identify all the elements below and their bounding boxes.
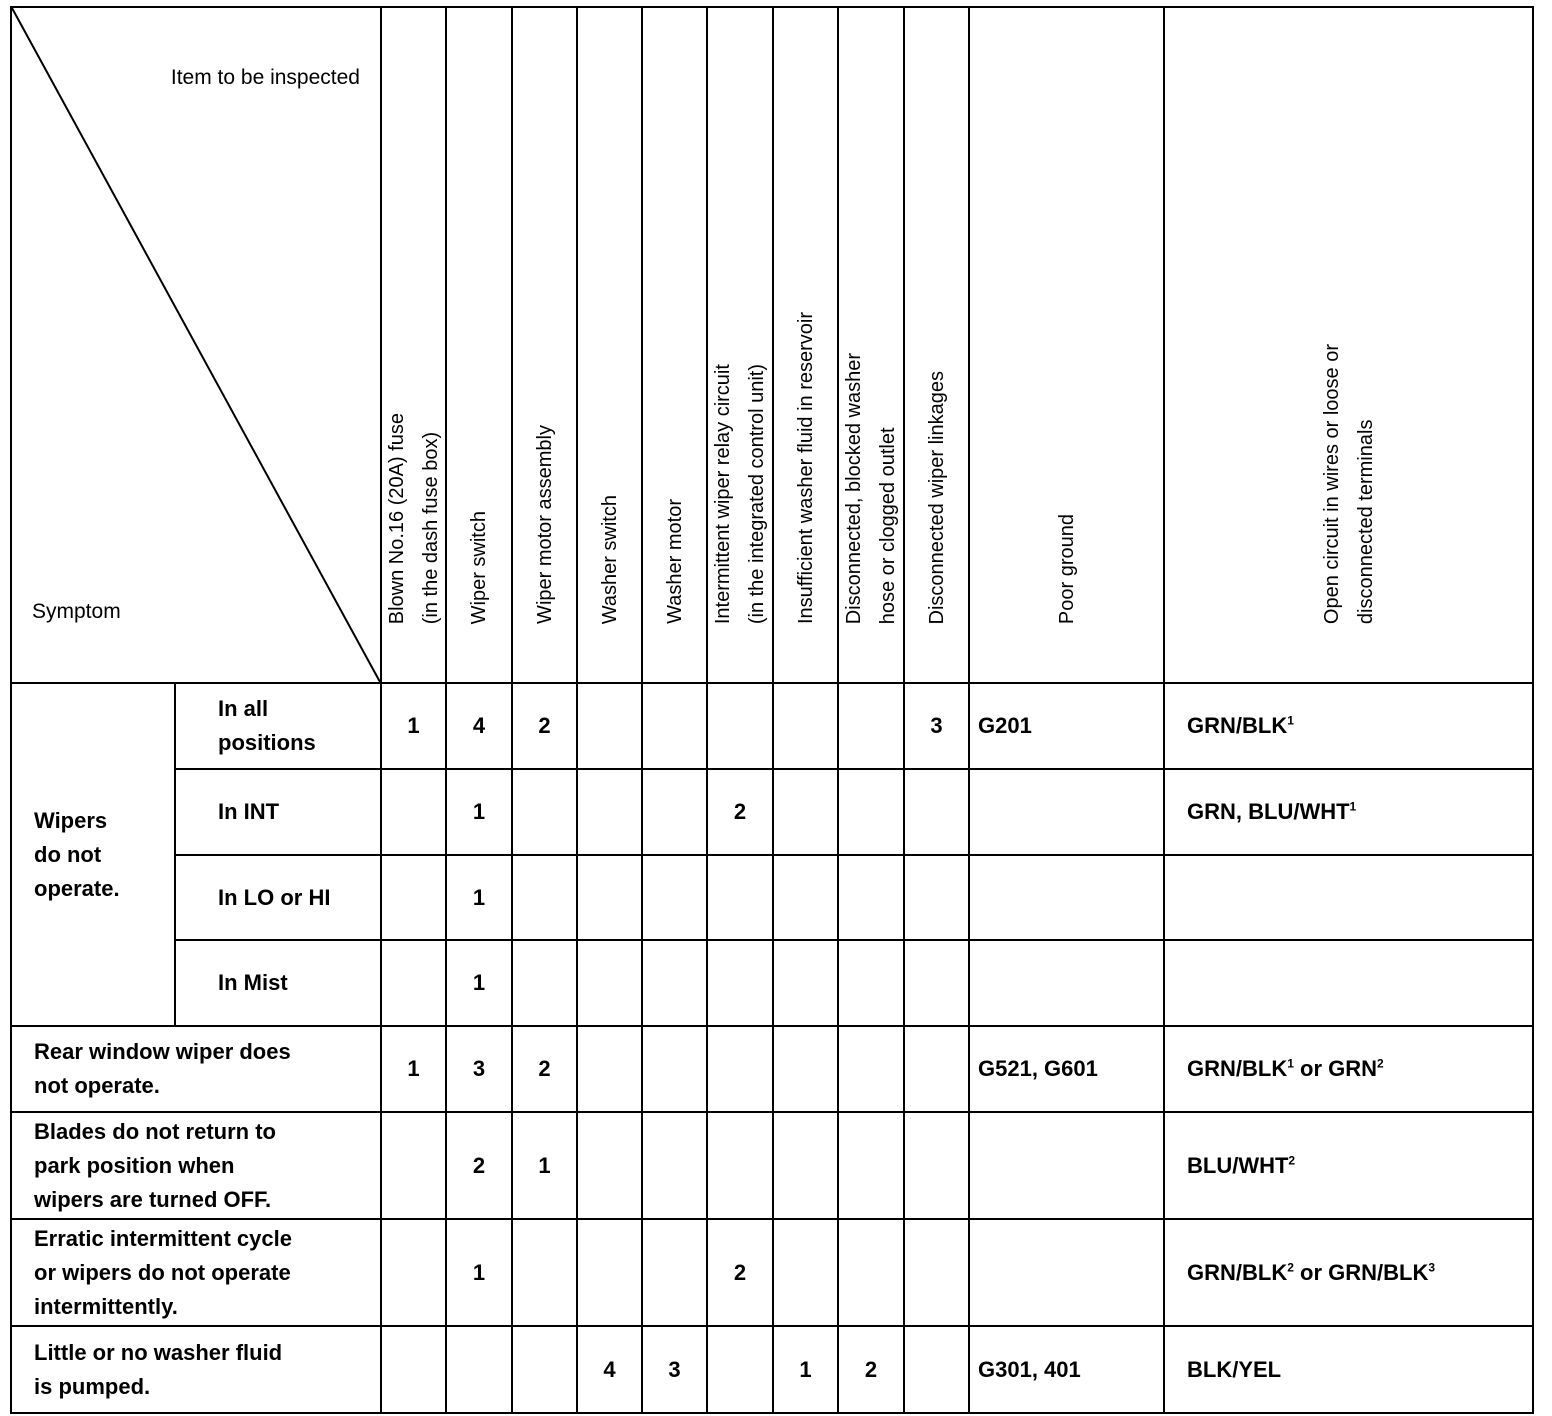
col-header-poor-ground	[969, 7, 1164, 683]
table-cell	[381, 1326, 446, 1413]
col-header-relay-circuit-text: Intermittent wiper relay circuit (in the integrated control unit)	[712, 363, 768, 624]
col-header-wiper-switch	[446, 7, 512, 683]
table-cell	[838, 1112, 904, 1219]
table-cell: 2	[838, 1326, 904, 1413]
table-cell: 2	[707, 1219, 773, 1326]
ground-cell: G201	[969, 683, 1164, 769]
table-row	[11, 1112, 1533, 1219]
col-header-washer-motor	[642, 7, 707, 683]
table-cell: 1	[512, 1112, 577, 1219]
symptom-text: Rear window wiper does not operate.	[34, 1039, 291, 1098]
col-header-washer-hose	[838, 7, 904, 683]
wire-footnote: 2	[1287, 1260, 1294, 1275]
col-header-washer-switch	[577, 7, 642, 683]
col-header-wiper-motor	[512, 7, 577, 683]
sub-symptom-cell	[175, 683, 381, 769]
sub-symptom-cell	[175, 855, 381, 940]
symptom-cell	[11, 1112, 381, 1219]
wire-footnote: 1	[1287, 1056, 1294, 1071]
wire-cell	[1164, 1112, 1533, 1219]
ground-cell	[969, 1219, 1164, 1326]
col-header-fuse	[381, 7, 446, 683]
table-cell	[773, 1112, 838, 1219]
table-cell	[773, 855, 838, 940]
header-corner-cell	[11, 7, 381, 683]
wire-code: BLU/WHT	[1187, 1152, 1289, 1178]
wire-cell	[1164, 940, 1533, 1026]
table-cell	[577, 940, 642, 1026]
sub-symptom-cell	[175, 940, 381, 1026]
col-header-washer-fluid-text: Insufficient washer fluid in reservoir	[794, 312, 817, 624]
table-cell: 1	[773, 1326, 838, 1413]
table-cell	[838, 1219, 904, 1326]
table-cell: 1	[446, 769, 512, 855]
wipers-group-label	[11, 683, 175, 1026]
symptom-text: Little or no washer fluid is pumped.	[34, 1339, 283, 1399]
table-cell	[512, 940, 577, 1026]
table-row	[11, 769, 1533, 855]
col-header-fuse-text: Blown No.16 (20A) fuse (in the dash fuse box)	[385, 412, 442, 624]
table-cell: 3	[642, 1326, 707, 1413]
table-cell	[577, 1219, 642, 1326]
sub-symptom-cell	[175, 769, 381, 855]
symptom-cell	[11, 1326, 381, 1413]
wire-cell	[1164, 1219, 1533, 1326]
table-cell	[773, 769, 838, 855]
table-cell	[642, 940, 707, 1026]
col-header-wiper-linkages	[904, 7, 969, 683]
wipers-group-text: Wipers do not operate.	[34, 807, 120, 901]
table-cell: 3	[446, 1026, 512, 1112]
table-cell: 1	[381, 683, 446, 769]
wire-code-alt: or GRN	[1293, 1056, 1378, 1081]
col-header-washer-fluid	[773, 7, 838, 683]
col-header-poor-ground-text: Poor ground	[1055, 513, 1078, 624]
table-cell: 1	[446, 1219, 512, 1326]
table-row	[11, 940, 1533, 1026]
table-cell: 4	[446, 683, 512, 769]
symptom-text: Blades do not return to park position when wipers are turned OFF.	[34, 1118, 276, 1212]
table-cell	[707, 683, 773, 769]
ground-cell	[969, 855, 1164, 940]
table-cell	[381, 769, 446, 855]
item-to-be-inspected-label: Item to be inspected	[170, 66, 360, 89]
symptom-label: Symptom	[32, 600, 121, 623]
table-cell	[707, 1026, 773, 1112]
table-cell	[904, 769, 969, 855]
wire-footnote: 2	[1288, 1153, 1296, 1168]
table-cell: 1	[446, 940, 512, 1026]
sub-symptom-text: In all positions	[218, 696, 316, 755]
col-header-open-circuit-text: Open circuit in wires or loose or disconnected terminals	[1320, 343, 1377, 624]
table-cell	[381, 1219, 446, 1326]
wire-cell	[1164, 769, 1533, 855]
table-cell	[577, 769, 642, 855]
table-cell	[904, 855, 969, 940]
table-cell: 2	[512, 683, 577, 769]
table-cell	[642, 1026, 707, 1112]
wire-code: BLK/YEL	[1187, 1356, 1282, 1382]
col-header-washer-hose-text: Disconnected, blocked washer hose or clogged outlet	[843, 352, 899, 624]
table-cell	[642, 1219, 707, 1326]
table-cell: 1	[446, 855, 512, 940]
table-cell	[512, 855, 577, 940]
table-cell	[707, 855, 773, 940]
table-row	[11, 1326, 1533, 1413]
wire-code: GRN, BLU/WHT	[1187, 799, 1350, 824]
table-cell	[838, 855, 904, 940]
table-cell	[642, 1112, 707, 1219]
table-cell	[512, 1219, 577, 1326]
table-cell	[577, 855, 642, 940]
sub-symptom-text: In LO or HI	[218, 884, 331, 910]
table-cell	[773, 940, 838, 1026]
ground-cell	[969, 769, 1164, 855]
sub-symptom-text: In Mist	[218, 970, 288, 995]
troubleshooting-table	[10, 6, 1534, 1414]
wire-cell	[1164, 1026, 1533, 1112]
table-row	[11, 1219, 1533, 1326]
wire-code: GRN/BLK	[1187, 1259, 1288, 1285]
table-cell	[381, 940, 446, 1026]
wire-footnote: 1	[1349, 799, 1357, 814]
table-row	[11, 683, 1533, 769]
table-cell	[512, 1326, 577, 1413]
col-header-washer-switch-text: Washer switch	[598, 494, 621, 624]
table-cell	[904, 1026, 969, 1112]
wire-cell	[1164, 855, 1533, 940]
table-cell: 1	[381, 1026, 446, 1112]
table-cell	[838, 683, 904, 769]
table-cell: 3	[904, 683, 969, 769]
table-cell	[904, 1326, 969, 1413]
wire-cell	[1164, 1326, 1533, 1413]
table-cell	[642, 855, 707, 940]
table-cell: 2	[446, 1112, 512, 1219]
sub-symptom-text: In INT	[218, 799, 280, 824]
table-cell	[577, 1112, 642, 1219]
table-cell	[642, 769, 707, 855]
table-cell	[838, 940, 904, 1026]
col-header-relay-circuit	[707, 7, 773, 683]
table-cell	[707, 940, 773, 1026]
table-cell	[512, 769, 577, 855]
table-cell	[904, 1219, 969, 1326]
table-cell	[642, 683, 707, 769]
wire-footnote-alt: 3	[1428, 1260, 1436, 1275]
symptom-text: Erratic intermittent cycle or wipers do not operate intermittently.	[34, 1225, 292, 1319]
table-row	[11, 855, 1533, 940]
table-cell	[707, 1112, 773, 1219]
symptom-cell	[11, 1219, 381, 1326]
table-cell	[838, 1026, 904, 1112]
table-cell	[904, 1112, 969, 1219]
table-cell	[838, 769, 904, 855]
col-header-wiper-linkages-text: Disconnected wiper linkages	[925, 370, 948, 624]
wire-code: GRN/BLK	[1187, 1056, 1288, 1081]
table-cell	[773, 683, 838, 769]
table-cell: 4	[577, 1326, 642, 1413]
wire-cell	[1164, 683, 1533, 769]
ground-cell	[969, 1112, 1164, 1219]
col-header-wiper-switch-text: Wiper switch	[468, 510, 490, 624]
wire-footnote-alt: 2	[1377, 1056, 1384, 1071]
table-cell	[381, 1112, 446, 1219]
wire-code: GRN/BLK	[1187, 713, 1288, 738]
table-cell	[773, 1219, 838, 1326]
table-cell	[577, 683, 642, 769]
col-header-wiper-motor-text: Wiper motor assembly	[533, 425, 556, 624]
col-header-open-circuit	[1164, 7, 1533, 683]
symptom-cell	[11, 1026, 381, 1112]
table-cell	[381, 855, 446, 940]
table-cell	[773, 1026, 838, 1112]
wire-footnote: 1	[1287, 713, 1294, 728]
table-cell	[446, 1326, 512, 1413]
table-cell: 2	[512, 1026, 577, 1112]
table-row	[11, 1026, 1533, 1112]
table-cell: 2	[707, 769, 773, 855]
col-header-washer-motor-text: Washer motor	[663, 499, 686, 624]
ground-cell: G301, 401	[969, 1326, 1164, 1413]
ground-cell	[969, 940, 1164, 1026]
corner-diagonal-line	[12, 8, 380, 682]
table-cell	[707, 1326, 773, 1413]
wire-code-alt: or GRN/BLK	[1293, 1259, 1429, 1285]
ground-cell: G521, G601	[969, 1026, 1164, 1112]
table-cell	[904, 940, 969, 1026]
table-cell	[577, 1026, 642, 1112]
